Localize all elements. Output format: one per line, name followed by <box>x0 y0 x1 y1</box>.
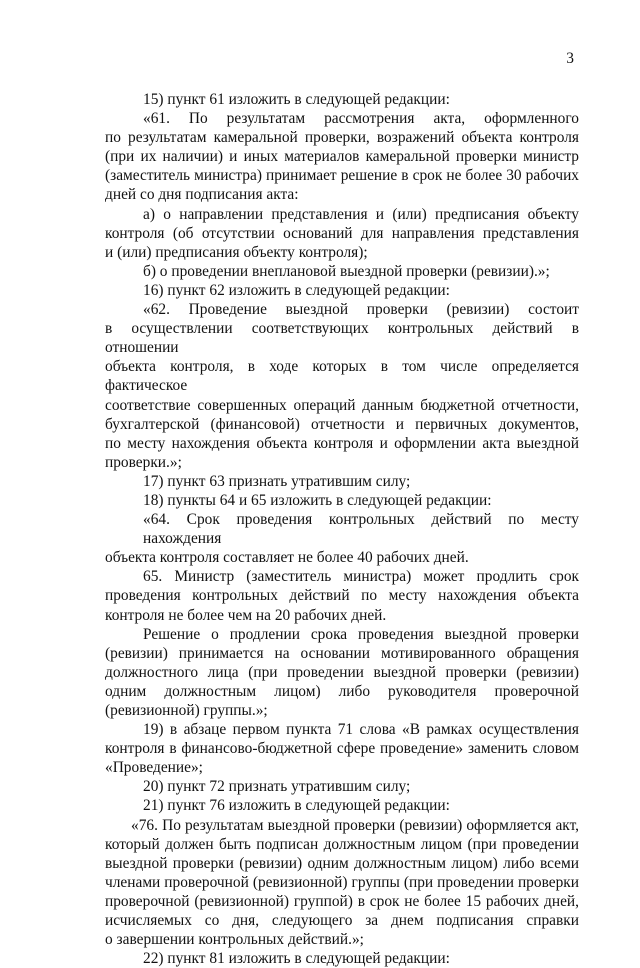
paragraph <box>105 491 579 510</box>
text-line: 22) пункт 81 изложить в следующей редакции: <box>143 950 450 968</box>
text-line: 15) пункт 61 изложить в следующей редакции: <box>143 91 450 108</box>
text-line: дней со дня подписания акта: <box>105 186 299 204</box>
paragraph <box>105 510 579 567</box>
text-line: «Проведение»; <box>105 759 203 777</box>
text-line: соответствие совершенных операций данным бюджетной отчетности, <box>105 396 579 414</box>
paragraph <box>105 796 579 815</box>
text-line: 18) пункты 64 и 65 изложить в следующей редакции: <box>143 491 492 509</box>
text-line: который должен быть подписан должностным лицом (при проведении <box>105 835 579 853</box>
text-line: одним должностным лицом) либо руководителя проверочной <box>105 682 579 700</box>
text-line: членами проверочной (ревизионной) группы (при проведении проверки <box>105 873 579 891</box>
paragraph <box>105 300 579 472</box>
text-line: 17) пункт 63 признать утратившим силу; <box>143 472 411 490</box>
text-line: в осуществлении соответствующих контрольных действий в отношении <box>105 320 579 357</box>
paragraph <box>105 90 579 109</box>
paragraph <box>105 109 579 204</box>
paragraph <box>105 949 579 968</box>
text-line: «76. По результатам выездной проверки (ревизии) оформляется акт, <box>131 816 579 834</box>
paragraph <box>105 777 579 796</box>
text-line: о завершении контрольных действий.»; <box>105 931 364 949</box>
text-line: «64. Срок проведения контрольных действий по месту нахождения <box>143 511 579 548</box>
text-line: по результатам камеральной проверки, возражений объекта контроля <box>105 129 579 147</box>
text-line: Решение о продлении срока проведения выездной проверки <box>143 625 579 643</box>
paragraph <box>105 205 579 262</box>
page-number: 3 <box>566 50 574 67</box>
text-line: 65. Министр (заместитель министра) может продлить срок <box>143 568 579 586</box>
text-line: (при их наличии) и иных материалов камеральной проверки министр <box>105 148 579 166</box>
document-body <box>105 90 579 968</box>
text-line: (ревизионной) группы.»; <box>105 702 268 719</box>
paragraph <box>105 816 579 950</box>
text-line: по месту нахождения объекта контроля и оформлении акта выездной <box>105 434 579 452</box>
text-line: бухгалтерской (финансовой) отчетности и первичных документов, <box>105 415 579 433</box>
text-line: исчисляемых со дня, следующего за днем подписания справки <box>105 912 579 930</box>
paragraph <box>105 281 579 300</box>
text-line: «61. По результатам рассмотрения акта, оформленного <box>143 110 579 128</box>
text-line: объекта контроля, в ходе которых в том числе определяется фактическое <box>105 358 579 395</box>
text-line: (заместитель министра) принимает решение в срок не более 30 рабочих <box>105 167 579 185</box>
paragraph <box>105 472 579 491</box>
text-line: проверки.»; <box>105 453 182 471</box>
text-line: контроля в финансово-бюджетной сфере проведение» заменить словом <box>105 740 579 758</box>
paragraph <box>105 625 579 720</box>
paragraph <box>105 567 579 624</box>
text-line: (ревизии) принимается на основании мотивированного обращения <box>105 644 579 662</box>
paragraph <box>105 262 579 281</box>
text-line: 20) пункт 72 признать утратившим силу; <box>143 778 411 796</box>
text-line: 19) в абзаце первом пункта 71 слова «В рамках осуществления <box>143 721 579 739</box>
text-line: 16) пункт 62 изложить в следующей редакции: <box>143 281 450 299</box>
text-line: «62. Проведение выездной проверки (ревизии) состоит <box>143 301 579 319</box>
text-line: и (или) предписания объекту контроля); <box>105 243 368 261</box>
text-line: б) о проведении внеплановой выездной проверки (ревизии).»; <box>143 262 550 280</box>
text-line: проведения контрольных действий по месту нахождения объекта <box>105 587 579 605</box>
text-line: а) о направлении представления и (или) предписания объекту <box>143 205 579 223</box>
text-line: 21) пункт 76 изложить в следующей редакции: <box>143 797 450 815</box>
text-line: контроля (об отсутствии оснований для направления представления <box>105 224 579 242</box>
text-line: выездной проверки (ревизии) одним должностным лицом) либо всеми <box>105 854 579 872</box>
text-line: объекта контроля составляет не более 40 рабочих дней. <box>105 549 469 567</box>
paragraph <box>105 720 579 777</box>
text-line: контроля не более чем на 20 рабочих дней. <box>105 606 387 624</box>
text-line: должностного лица (при проведении выездной проверки (ревизии) <box>105 663 579 681</box>
text-line: проверочной (ревизионной) группой) в срок не более 15 рабочих дней, <box>105 892 579 910</box>
